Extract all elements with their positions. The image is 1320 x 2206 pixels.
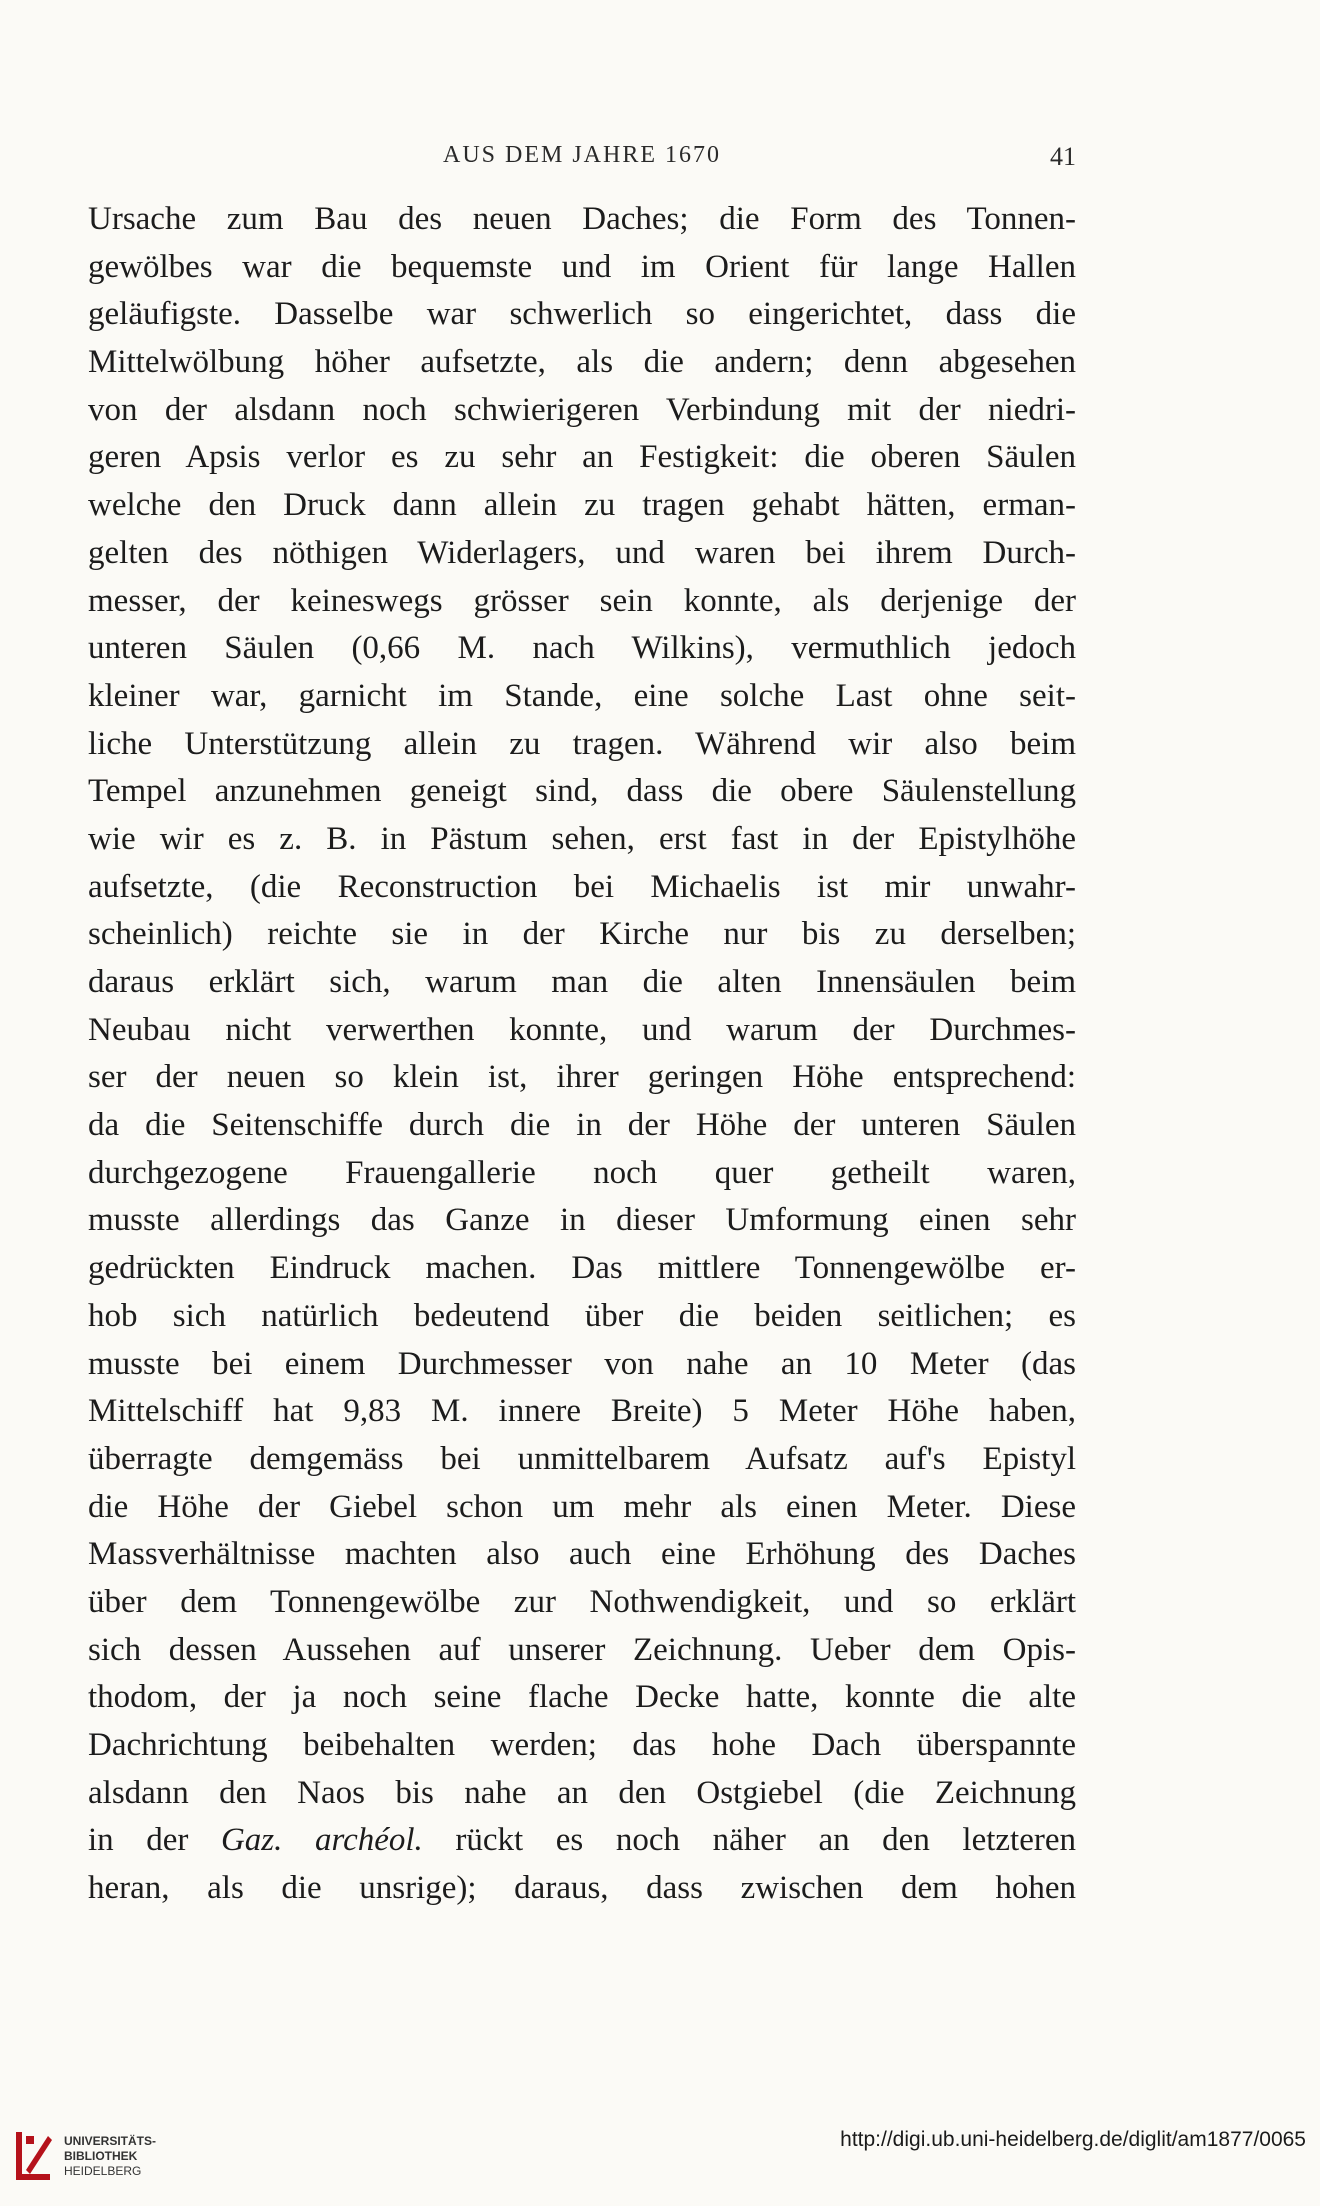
text-line: Massverhältnisse machten also auch eine Erhöhung des Daches — [88, 1536, 1076, 1573]
digitization-footer — [0, 2120, 1320, 2206]
text-line: Mittelschiff hat 9,83 M. innere Breite) 5 Meter Höhe haben, — [88, 1393, 1076, 1430]
text-line: musste allerdings das Ganze in dieser Umformung einen sehr — [88, 1202, 1076, 1239]
text-line: daraus erklärt sich, warum man die alten Innensäulen beim — [88, 964, 1076, 1000]
text-line: Neubau nicht verwerthen konnte, und warum der Durchmes- — [88, 1011, 1076, 1048]
text-line-with-italic — [88, 1817, 1076, 1865]
text-line: gedrückten Eindruck machen. Das mittlere Tonnengewölbe er- — [88, 1250, 1076, 1287]
italic-citation: Gaz. archéol. — [220, 1822, 423, 1859]
running-title: AUS DEM JAHRE 1670 — [442, 142, 721, 168]
text-line: sich dessen Aussehen auf unserer Zeichnung. Ueber dem Opis- — [88, 1631, 1076, 1668]
text-line: hob sich natürlich bedeutend über die beiden seitlichen; es — [88, 1297, 1076, 1334]
text-line: alsdann den Naos bis nahe an den Ostgiebel (die Zeichnung — [88, 1774, 1076, 1811]
text-line: wie wir es z. B. in Pästum sehen, erst fast in der Epistylhöhe — [88, 820, 1076, 857]
text-line: liche Unterstützung allein zu tragen. Während wir also beim — [88, 725, 1076, 762]
text-line: geren Apsis verlor es zu sehr an Festigkeit: die oberen Säulen — [88, 439, 1076, 476]
library-name-line: HEIDELBERG — [64, 2164, 142, 2178]
text-line: welche den Druck dann allein zu tragen gehabt hätten, erman- — [88, 487, 1076, 524]
library-name-line: BIBLIOTHEK — [64, 2149, 138, 2163]
heidelberg-university-library-logo-icon — [14, 2130, 54, 2182]
text-line: messer, der keineswegs grösser sein konnte, als derjenige der — [88, 582, 1076, 619]
running-head — [88, 142, 1076, 182]
text-line: unteren Säulen (0,66 M. nach Wilkins), vermuthlich jedoch — [88, 630, 1076, 667]
text-segment: in der — [88, 1822, 221, 1859]
text-segment: rückt es noch näher an den letzteren — [422, 1822, 1076, 1859]
text-line: aufsetzte, (die Reconstruction bei Michaelis ist mir unwahr- — [88, 868, 1076, 905]
text-line: da die Seitenschiffe durch die in der Höhe der unteren Säulen — [88, 1107, 1076, 1144]
text-line: geläufigste. Dasselbe war schwerlich so eingerichtet, dass die — [88, 296, 1076, 333]
page-number: 41 — [1050, 142, 1076, 171]
body-text — [88, 196, 1076, 1913]
text-line: ser der neuen so klein ist, ihrer geringen Höhe entsprechend: — [88, 1059, 1076, 1096]
text-line: von der alsdann noch schwierigeren Verbindung mit der niedri- — [88, 391, 1076, 428]
library-name — [64, 2134, 156, 2179]
text-line: musste bei einem Durchmesser von nahe an 10 Meter (das — [88, 1345, 1076, 1382]
text-line: Dachrichtung beibehalten werden; das hohe Dach überspannte — [88, 1727, 1076, 1763]
text-line: thodom, der ja noch seine flache Decke hatte, konnte die alte — [88, 1679, 1076, 1716]
text-line: überragte demgemäss bei unmittelbarem Aufsatz auf's Epistyl — [88, 1440, 1076, 1477]
text-line: die Höhe der Giebel schon um mehr als einen Meter. Diese — [88, 1488, 1076, 1525]
text-line: scheinlich) reichte sie in der Kirche nur bis zu derselben; — [88, 916, 1076, 953]
text-line: Mittelwölbung höher aufsetzte, als die andern; denn abgesehen — [88, 344, 1076, 381]
text-line: durchgezogene Frauengallerie noch quer getheilt waren, — [88, 1154, 1076, 1191]
text-line: heran, als die unsrige); daraus, dass zwischen dem hohen — [88, 1870, 1076, 1907]
text-line: gewölbes war die bequemste und im Orient für lange Hallen — [88, 248, 1076, 285]
library-logo — [14, 2126, 174, 2196]
text-line: kleiner war, garnicht im Stande, eine solche Last ohne seit- — [88, 677, 1076, 714]
text-line: Tempel anzunehmen geneigt sind, dass die obere Säulenstellung — [88, 773, 1076, 810]
text-line: Ursache zum Bau des neuen Daches; die Form des Tonnen- — [88, 201, 1076, 237]
source-url[interactable]: http://digi.ub.uni-heidelberg.de/diglit/am1877/0065 — [840, 2128, 1306, 2151]
text-line: gelten des nöthigen Widerlagers, und waren bei ihrem Durch- — [88, 534, 1076, 571]
text-line: über dem Tonnengewölbe zur Nothwendigkeit, und so erklärt — [88, 1583, 1076, 1620]
library-name-line: UNIVERSITÄTS- — [64, 2134, 157, 2148]
